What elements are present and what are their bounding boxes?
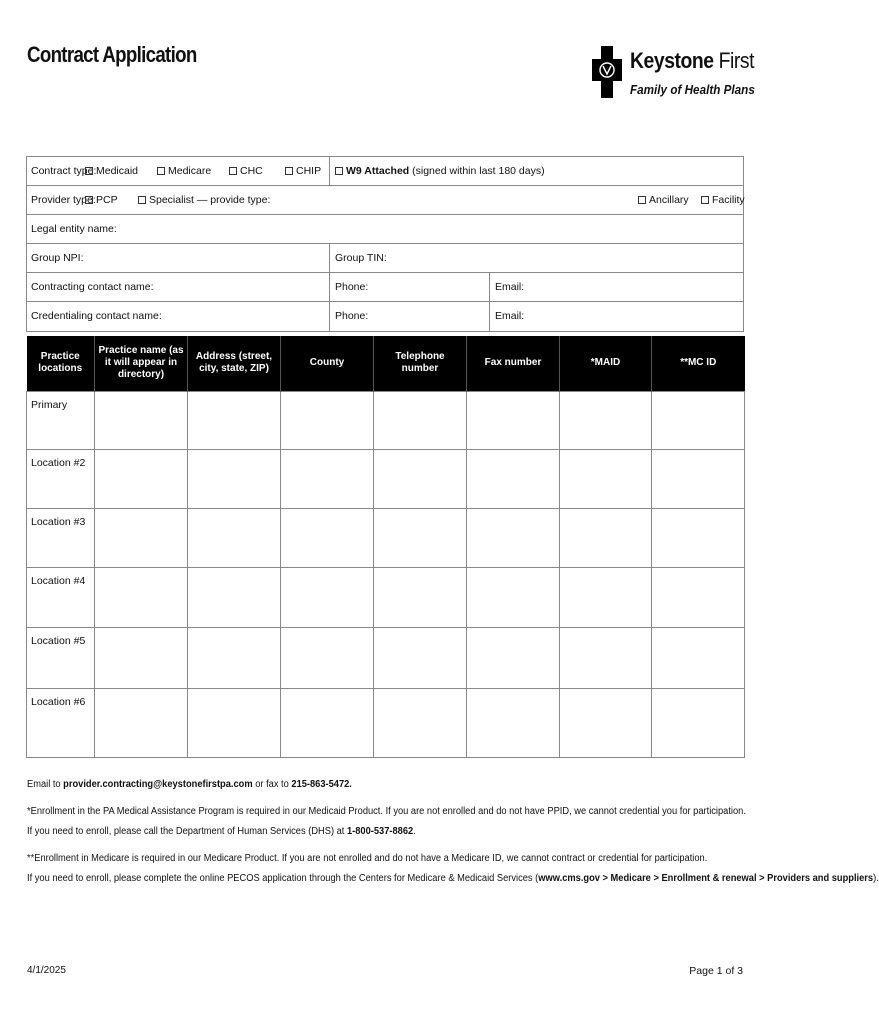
table-row bbox=[27, 508, 745, 567]
checkbox-icon[interactable] bbox=[157, 167, 165, 175]
contract-type-row bbox=[27, 157, 743, 186]
table-cell[interactable] bbox=[374, 567, 467, 627]
maid-enroll-note: If you need to enroll, please call the Department of Human Services (DHS) at 1-800-537-8862. bbox=[27, 826, 416, 837]
credentialing-email-label[interactable]: Email: bbox=[495, 310, 525, 322]
table-cell[interactable] bbox=[467, 508, 560, 567]
col-address: Address (street, city, state, ZIP) bbox=[188, 336, 281, 391]
table-cell[interactable] bbox=[281, 627, 374, 688]
table-cell[interactable] bbox=[281, 449, 374, 508]
table-cell[interactable] bbox=[188, 508, 281, 567]
instructions-notes bbox=[27, 778, 879, 886]
checkbox-icon[interactable] bbox=[701, 196, 709, 204]
table-cell[interactable] bbox=[188, 449, 281, 508]
table-cell[interactable] bbox=[95, 508, 188, 567]
table-row bbox=[27, 627, 745, 688]
table-cell[interactable] bbox=[652, 627, 745, 688]
row-label: Primary bbox=[27, 391, 95, 449]
table-cell[interactable] bbox=[95, 449, 188, 508]
row-label: Location #6 bbox=[27, 688, 95, 757]
submission-instructions: Email to provider.contracting@keystonefirstpa.com or fax to 215-863-5472. bbox=[27, 779, 352, 790]
credentialing-contact-row bbox=[27, 302, 743, 331]
table-cell[interactable] bbox=[188, 688, 281, 757]
contracting-contact-label[interactable]: Contracting contact name: bbox=[31, 281, 154, 293]
medicare-checkbox-option[interactable]: Medicare bbox=[157, 165, 211, 177]
row-label: Location #3 bbox=[27, 508, 95, 567]
table-cell[interactable] bbox=[281, 567, 374, 627]
table-cell[interactable] bbox=[188, 567, 281, 627]
table-cell[interactable] bbox=[467, 449, 560, 508]
logo-tagline: Family of Health Plans bbox=[630, 82, 755, 97]
col-mc-id: **MC ID bbox=[652, 336, 745, 391]
page-title: Contract Application bbox=[27, 42, 197, 67]
table-cell[interactable] bbox=[374, 449, 467, 508]
col-telephone: Telephone number bbox=[374, 336, 467, 391]
legal-entity-label: Legal entity name: bbox=[31, 223, 117, 235]
table-cell[interactable] bbox=[652, 688, 745, 757]
table-cell[interactable] bbox=[560, 627, 652, 688]
table-header-row bbox=[27, 336, 745, 391]
keystone-first-logo bbox=[592, 46, 755, 102]
contract-type-label: Contract type: bbox=[31, 165, 97, 177]
chc-checkbox-option[interactable]: CHC bbox=[229, 165, 263, 177]
table-cell[interactable] bbox=[560, 508, 652, 567]
table-cell[interactable] bbox=[467, 567, 560, 627]
col-practice-locations: Practice locations bbox=[27, 336, 95, 391]
credentialing-phone-label[interactable]: Phone: bbox=[335, 310, 369, 322]
table-row bbox=[27, 391, 745, 449]
contracting-email-label[interactable]: Email: bbox=[495, 281, 525, 293]
table-cell[interactable] bbox=[188, 391, 281, 449]
credentialing-contact-label[interactable]: Credentialing contact name: bbox=[31, 310, 162, 322]
checkbox-icon[interactable] bbox=[638, 196, 646, 204]
dhs-phone: 1-800-537-8862 bbox=[346, 826, 414, 837]
checkbox-icon[interactable] bbox=[85, 167, 93, 175]
table-cell[interactable] bbox=[281, 688, 374, 757]
ancillary-checkbox-option[interactable]: Ancillary bbox=[638, 194, 689, 206]
table-cell[interactable] bbox=[95, 688, 188, 757]
table-cell[interactable] bbox=[560, 391, 652, 449]
medicaid-checkbox-option[interactable]: Medicaid bbox=[85, 165, 138, 177]
row-label: Location #5 bbox=[27, 627, 95, 688]
table-cell[interactable] bbox=[281, 391, 374, 449]
keystone-cross-icon bbox=[592, 46, 622, 98]
table-cell[interactable] bbox=[95, 391, 188, 449]
practice-locations-table bbox=[26, 336, 745, 758]
checkbox-icon[interactable] bbox=[85, 196, 93, 204]
provider-type-label: Provider type: bbox=[31, 194, 96, 206]
col-fax: Fax number bbox=[467, 336, 560, 391]
provider-type-row bbox=[27, 186, 743, 215]
fax-number: 215-863-5472. bbox=[291, 779, 352, 790]
table-cell[interactable] bbox=[281, 508, 374, 567]
table-cell[interactable] bbox=[467, 391, 560, 449]
table-cell[interactable] bbox=[188, 627, 281, 688]
checkbox-icon[interactable] bbox=[285, 167, 293, 175]
group-npi-label[interactable]: Group NPI: bbox=[31, 252, 84, 264]
table-row bbox=[27, 449, 745, 508]
table-cell[interactable] bbox=[652, 567, 745, 627]
table-cell[interactable] bbox=[560, 567, 652, 627]
facility-checkbox-option[interactable]: Facility bbox=[701, 194, 745, 206]
row-label: Location #4 bbox=[27, 567, 95, 627]
table-cell[interactable] bbox=[467, 688, 560, 757]
checkbox-icon[interactable] bbox=[138, 196, 146, 204]
table-cell[interactable] bbox=[467, 627, 560, 688]
maid-note: *Enrollment in the PA Medical Assistance Program is required in our Medicaid Product. If you are not enrolled and do not have PPID, we cannot credential you for participation. bbox=[27, 806, 746, 817]
mc-enroll-note: If you need to enroll, please complete the online PECOS application through the Centers for Medicare & Medicaid Services (www.cms.gov > Medicare > Enrollment & renewal > Providers and suppliers). bbox=[27, 873, 879, 884]
group-tin-label[interactable]: Group TIN: bbox=[335, 252, 387, 264]
table-cell[interactable] bbox=[560, 449, 652, 508]
table-cell[interactable] bbox=[374, 391, 467, 449]
col-maid: *MAID bbox=[560, 336, 652, 391]
table-cell[interactable] bbox=[652, 449, 745, 508]
table-cell[interactable] bbox=[374, 627, 467, 688]
table-row bbox=[27, 567, 745, 627]
table-cell[interactable] bbox=[652, 508, 745, 567]
chip-checkbox-option[interactable]: CHIP bbox=[285, 165, 321, 177]
specialist-checkbox-option[interactable]: Specialist — provide type: bbox=[138, 194, 270, 206]
table-cell[interactable] bbox=[95, 627, 188, 688]
logo-name: Keystone First bbox=[630, 48, 755, 73]
contracting-email-link[interactable]: provider.contracting@keystonefirstpa.com bbox=[63, 779, 253, 790]
table-cell[interactable] bbox=[652, 391, 745, 449]
contracting-phone-label[interactable]: Phone: bbox=[335, 281, 369, 293]
provider-info-form bbox=[26, 156, 744, 332]
checkbox-icon[interactable] bbox=[229, 167, 237, 175]
table-row bbox=[27, 688, 745, 757]
pcp-checkbox-option[interactable]: PCP bbox=[85, 194, 118, 206]
page-number: Page 1 of 3 bbox=[689, 965, 743, 977]
table-cell[interactable] bbox=[374, 688, 467, 757]
table-cell[interactable] bbox=[560, 688, 652, 757]
contracting-contact-row bbox=[27, 273, 743, 302]
checkbox-icon[interactable] bbox=[335, 167, 343, 175]
cms-link[interactable]: www.cms.gov > Medicare > Enrollment & renewal > Providers and suppliers bbox=[538, 873, 874, 884]
mc-note: **Enrollment in Medicare is required in our Medicare Product. If you are not enrolled and do not have a Medicare ID, we cannot contract or credential for participation. bbox=[27, 853, 708, 864]
table-cell[interactable] bbox=[95, 567, 188, 627]
col-practice-name: Practice name (as it will appear in directory) bbox=[95, 336, 188, 391]
legal-entity-row[interactable] bbox=[27, 215, 743, 244]
w9-checkbox-option[interactable]: W9 Attached (signed within last 180 days) bbox=[335, 165, 545, 177]
npi-tin-row bbox=[27, 244, 743, 273]
footer-date: 4/1/2025 bbox=[27, 965, 66, 976]
row-label: Location #2 bbox=[27, 449, 95, 508]
col-county: County bbox=[281, 336, 374, 391]
table-cell[interactable] bbox=[374, 508, 467, 567]
